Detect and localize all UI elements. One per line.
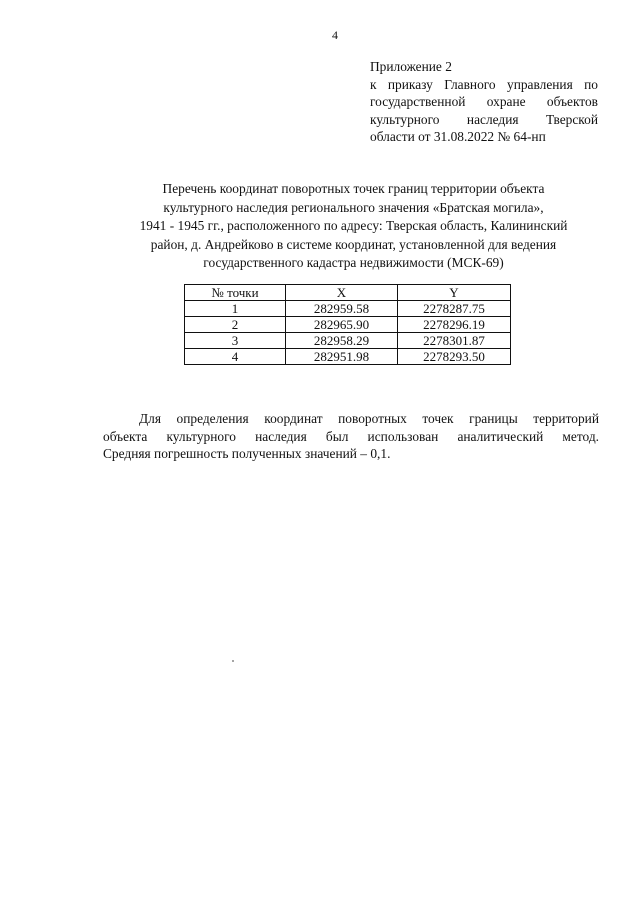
title-line: государственного кадастра недвижимости (МСК-69)	[203, 255, 504, 271]
note-line: Средняя погрешность полученных значений – 0,1.	[103, 446, 391, 461]
title-line: 1941 - 1945 гг., расположенного по адресу: Тверская область, Калининский	[139, 218, 568, 234]
table-row	[185, 349, 511, 365]
title-line: район, д. Андрейково в системе координат, установленной для ведения	[150, 236, 557, 252]
cell-point: 3	[185, 333, 286, 349]
appendix-line: к приказу Главного управления по	[370, 76, 598, 92]
appendix-header	[370, 58, 598, 146]
cell-y: 2278293.50	[398, 349, 511, 365]
page-number: 4	[332, 28, 338, 42]
column-header-point: № точки	[185, 285, 286, 301]
method-note	[103, 410, 599, 463]
title-line: Перечень координат поворотных точек границ территории объекта	[162, 181, 545, 196]
cell-point: 1	[185, 301, 286, 317]
cell-x: 282951.98	[286, 349, 398, 365]
cell-point: 2	[185, 317, 286, 333]
table-row	[185, 333, 511, 349]
title-line: культурного наследия регионального значения «Братская могила»,	[163, 199, 544, 215]
appendix-line: области от 31.08.2022 № 64-нп	[370, 129, 546, 144]
scan-speck	[232, 660, 234, 662]
appendix-line: культурного наследия Тверской	[370, 111, 598, 127]
coordinates-table	[184, 284, 511, 365]
appendix-line: государственной охране объектов	[370, 94, 598, 109]
appendix-line: Приложение 2	[370, 59, 452, 74]
cell-point: 4	[185, 349, 286, 365]
document-title	[96, 180, 611, 273]
table-row	[185, 301, 511, 317]
table-header-row	[185, 285, 511, 301]
column-header-x: X	[286, 285, 398, 301]
cell-x: 282959.58	[286, 301, 398, 317]
note-line: Для определения координат поворотных точек границы территорий	[139, 411, 599, 426]
table-row	[185, 317, 511, 333]
cell-x: 282965.90	[286, 317, 398, 333]
cell-y: 2278296.19	[398, 317, 511, 333]
cell-y: 2278287.75	[398, 301, 511, 317]
column-header-y: Y	[398, 285, 511, 301]
cell-y: 2278301.87	[398, 333, 511, 349]
note-line: объекта культурного наследия был использован аналитический метод.	[103, 428, 599, 444]
cell-x: 282958.29	[286, 333, 398, 349]
